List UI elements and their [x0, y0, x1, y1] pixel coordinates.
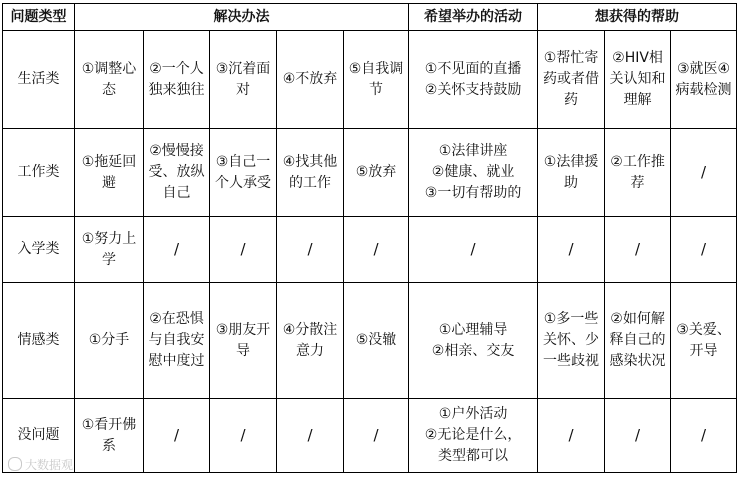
solution-cell: / [144, 399, 210, 473]
activity-line: ①法律讲座 [438, 143, 508, 159]
row-type-cell: 工作类 [3, 129, 75, 217]
help-cell: / [605, 217, 671, 283]
solution-cell: / [144, 217, 210, 283]
help-cell: / [671, 129, 737, 217]
watermark [8, 456, 73, 473]
help-cell: ①多一些关怀、少一些歧视 [538, 283, 605, 399]
solution-cell: / [277, 217, 344, 283]
activity-line: ②健康、就业 [431, 164, 515, 180]
help-cell: ②HIV相关认知和理解 [605, 31, 671, 129]
row-type-cell: 入学类 [3, 217, 75, 283]
activity-line: ①户外活动 [438, 406, 508, 422]
solution-cell: / [344, 217, 409, 283]
table-row-school [3, 217, 737, 283]
row-type-cell: 没问题 [3, 399, 75, 473]
activity-cell [409, 129, 538, 217]
activity-cell: / [409, 217, 538, 283]
solution-cell: ⑤自我调节 [344, 31, 409, 129]
help-cell: ②如何解释自己的感染状况 [605, 283, 671, 399]
activity-line: 类型都可以 [438, 448, 509, 464]
solution-cell: ④分散注意力 [277, 283, 344, 399]
watermark-text: 大数据观 [25, 458, 74, 472]
activity-line: ①心理辅导 [438, 321, 508, 338]
header-row [3, 4, 737, 31]
header-help: 想获得的帮助 [538, 4, 737, 31]
solution-cell: ③朋友开导 [210, 283, 277, 399]
help-cell: / [538, 217, 605, 283]
header-problem-type: 问题类型 [3, 4, 75, 31]
solution-cell: ④不放弃 [277, 31, 344, 129]
table-row-emotion [3, 283, 737, 399]
row-type-cell: 生活类 [3, 31, 75, 129]
solution-cell: / [210, 399, 277, 473]
solution-cell: ⑤放弃 [344, 129, 409, 217]
solution-cell: ①看开佛系 [75, 399, 144, 473]
help-cell: ③就医④病载检测 [671, 31, 737, 129]
solution-cell: ③自己一个人承受 [210, 129, 277, 217]
table-row-no-problem [3, 399, 737, 473]
help-cell: ①法律援助 [538, 129, 605, 217]
activity-line: ①不见面的直播 [424, 60, 522, 77]
help-cell: / [671, 217, 737, 283]
activity-cell [409, 399, 538, 473]
activity-cell [409, 31, 538, 129]
solution-cell: ②在恐惧与自我安慰中度过 [144, 283, 210, 399]
header-activities: 希望举办的活动 [409, 4, 538, 31]
activity-line: ③一切有帮助的 [424, 185, 522, 201]
row-type-cell: 情感类 [3, 283, 75, 399]
solution-cell: / [210, 217, 277, 283]
activity-line: ②无论是什么， [424, 427, 522, 443]
activity-line: ②关怀支持鼓励 [424, 81, 522, 98]
watermark-logo-icon [8, 457, 22, 471]
help-cell: / [671, 399, 737, 473]
survey-table [2, 3, 737, 473]
activity-cell [409, 283, 538, 399]
solution-cell: ①拖延回避 [75, 129, 144, 217]
table-row-life [3, 31, 737, 129]
solution-cell: ②一个人独来独往 [144, 31, 210, 129]
solution-cell: / [344, 399, 409, 473]
header-solutions: 解决办法 [75, 4, 409, 31]
solution-cell: ③沉着面对 [210, 31, 277, 129]
help-cell: / [538, 399, 605, 473]
solution-cell: / [277, 399, 344, 473]
solution-cell: ①努力上学 [75, 217, 144, 283]
solution-cell: ②慢慢接受、放纵自己 [144, 129, 210, 217]
activity-line: ②相亲、交友 [431, 342, 515, 359]
solution-cell: ①调整心态 [75, 31, 144, 129]
help-cell: ①帮忙寄药或者借药 [538, 31, 605, 129]
solution-cell: ④找其他的工作 [277, 129, 344, 217]
solution-cell: ①分手 [75, 283, 144, 399]
solution-cell: ⑤没辙 [344, 283, 409, 399]
help-cell: ②工作推荐 [605, 129, 671, 217]
table-row-work [3, 129, 737, 217]
help-cell: ③关爱、开导 [671, 283, 737, 399]
help-cell: / [605, 399, 671, 473]
